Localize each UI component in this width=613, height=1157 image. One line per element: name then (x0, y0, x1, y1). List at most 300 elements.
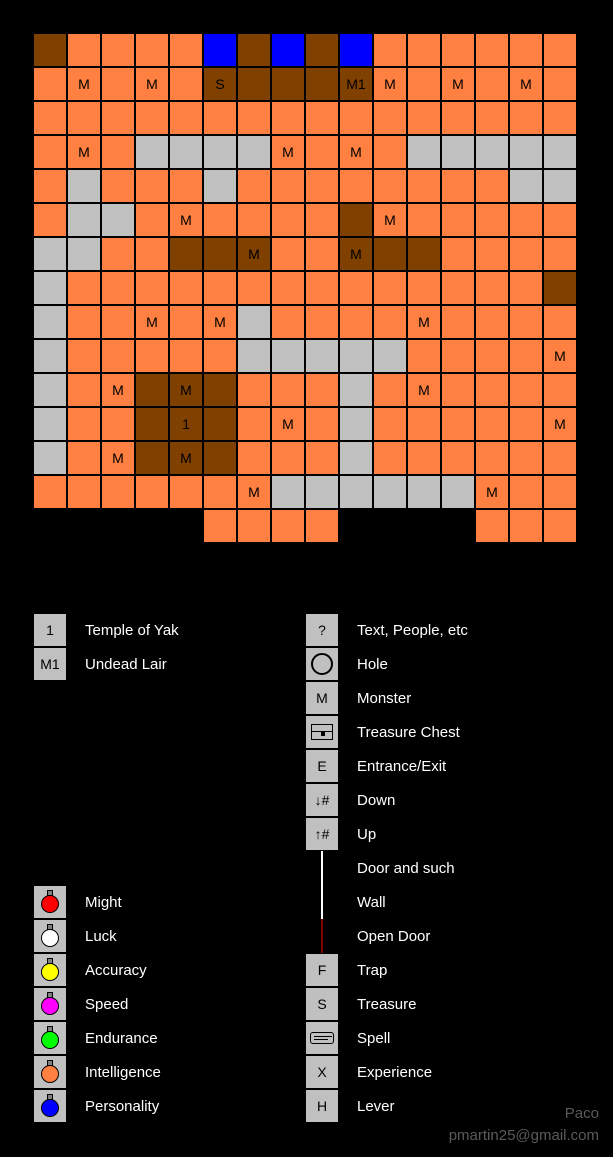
map-cell (135, 407, 169, 441)
map-cell (305, 407, 339, 441)
map-cell (441, 475, 475, 509)
map-cell: M (101, 441, 135, 475)
map-cell (305, 373, 339, 407)
map-cell (441, 237, 475, 271)
map-cell (135, 135, 169, 169)
map-cell (373, 509, 407, 543)
wall-icon (305, 885, 339, 919)
treasure-chest-icon (305, 715, 339, 749)
map-cell: M1 (339, 67, 373, 101)
map-cell (407, 509, 441, 543)
map-cell (475, 101, 509, 135)
map-cell (509, 135, 543, 169)
map-cell (135, 441, 169, 475)
map-cell (67, 441, 101, 475)
map-cell (67, 339, 101, 373)
legend-stat-row (33, 1021, 161, 1055)
map-cell (101, 305, 135, 339)
map-cell (339, 475, 373, 509)
legend-symbol-label: Treasure Chest (357, 723, 460, 741)
map-cell (271, 305, 305, 339)
trap-icon: F (305, 953, 339, 987)
lever-icon: H (305, 1089, 339, 1123)
map-cell (441, 407, 475, 441)
legend-symbol-label: Lever (357, 1097, 395, 1115)
map-cell (33, 237, 67, 271)
map-cell (169, 237, 203, 271)
map-cell (339, 169, 373, 203)
map-cell (373, 305, 407, 339)
legend-symbol-label: Treasure (357, 995, 417, 1013)
treasure-chest-icon (311, 724, 333, 740)
legend-symbol-label: Trap (357, 961, 388, 979)
map-cell: S (203, 67, 237, 101)
map-cell (407, 441, 441, 475)
legend-stat-row (33, 919, 161, 953)
map-cell (305, 135, 339, 169)
map-cell (543, 135, 577, 169)
down-icon: ↓# (305, 783, 339, 817)
map-cell (509, 305, 543, 339)
map-cell: M (339, 237, 373, 271)
hole-icon (305, 647, 339, 681)
legend-symbol-row (305, 817, 468, 851)
map-cell (543, 101, 577, 135)
map-cell (339, 101, 373, 135)
map-cell: M (101, 373, 135, 407)
map-cell (543, 271, 577, 305)
map-cell (509, 441, 543, 475)
map-cell (407, 339, 441, 373)
map-cell: M (237, 475, 271, 509)
open-door-icon (305, 919, 339, 953)
map-cell (475, 305, 509, 339)
map-cell: M (339, 135, 373, 169)
map-cell (33, 407, 67, 441)
spell-scroll-icon (305, 1021, 339, 1055)
legend-symbol-label: Up (357, 825, 377, 843)
map-cell (305, 169, 339, 203)
map-cell (271, 33, 305, 67)
map-cell (441, 203, 475, 237)
map-cell (509, 237, 543, 271)
legend-stat-label: Speed (85, 995, 129, 1013)
map-cell (543, 305, 577, 339)
map-cell (203, 475, 237, 509)
map-cell (237, 203, 271, 237)
map-cell (475, 169, 509, 203)
spell-scroll-icon (310, 1032, 334, 1044)
legend-stat-row (33, 987, 161, 1021)
map-cell (441, 509, 475, 543)
map-cell: M (169, 203, 203, 237)
legend-symbol-label: Door and such (357, 859, 455, 877)
map-row (33, 339, 577, 373)
map-cell (373, 169, 407, 203)
legend-symbol-row (305, 1021, 468, 1055)
map-cell (407, 101, 441, 135)
legend-place-row (33, 647, 179, 681)
map-cell (373, 475, 407, 509)
map-cell (339, 271, 373, 305)
map-cell (237, 271, 271, 305)
map-row (33, 67, 577, 101)
map-cell: M (203, 305, 237, 339)
map-cell (169, 33, 203, 67)
map-cell (237, 169, 271, 203)
map-cell (339, 373, 373, 407)
map-cell (67, 237, 101, 271)
map-cell (271, 339, 305, 373)
map-cell (203, 339, 237, 373)
map-cell (237, 101, 271, 135)
map-cell (373, 237, 407, 271)
map-cell (509, 203, 543, 237)
map-cell (475, 135, 509, 169)
map-cell (67, 203, 101, 237)
map-row (33, 509, 577, 543)
map-cell (33, 509, 67, 543)
map-cell (237, 67, 271, 101)
map-cell (305, 305, 339, 339)
map-cell (373, 135, 407, 169)
legend-place-label: Undead Lair (85, 655, 167, 673)
map-cell (101, 271, 135, 305)
map-cell (101, 509, 135, 543)
map-cell (169, 305, 203, 339)
legend-stat-row (33, 953, 161, 987)
potion-icon (33, 1021, 67, 1055)
map-cell (101, 407, 135, 441)
entrance-exit-icon: E (305, 749, 339, 783)
map-cell: M (407, 373, 441, 407)
map-cell (305, 203, 339, 237)
legend-place-row (33, 613, 179, 647)
legend-symbol-row (305, 715, 468, 749)
map-cell (373, 441, 407, 475)
map-cell (305, 441, 339, 475)
map-cell (339, 509, 373, 543)
monster-icon: M (305, 681, 339, 715)
map-cell (441, 271, 475, 305)
map-cell (373, 101, 407, 135)
map-cell (305, 101, 339, 135)
map-cell (169, 271, 203, 305)
map-cell (33, 33, 67, 67)
map-cell (101, 67, 135, 101)
legend-place-symbol: M1 (33, 647, 67, 681)
potion-icon (33, 1089, 67, 1123)
map-cell (407, 475, 441, 509)
signature (449, 1103, 599, 1147)
map-cell: M (169, 441, 203, 475)
map-cell (33, 373, 67, 407)
map-cell (203, 237, 237, 271)
map-cell (305, 271, 339, 305)
map-cell (101, 203, 135, 237)
map-cell (101, 475, 135, 509)
map-cell: M (67, 67, 101, 101)
legend-symbol-label: Down (357, 791, 396, 809)
map-cell: M (271, 407, 305, 441)
map-cell (237, 135, 271, 169)
legend-symbol-label: Wall (357, 893, 386, 911)
map-cell (135, 271, 169, 305)
map-cell (169, 169, 203, 203)
map-row (33, 101, 577, 135)
map-cell (135, 237, 169, 271)
potion-icon (33, 987, 67, 1021)
map-cell (373, 271, 407, 305)
map-cell (441, 135, 475, 169)
potion-icon (33, 885, 67, 919)
map-row (33, 475, 577, 509)
map-cell (271, 271, 305, 305)
map-cell: M (373, 67, 407, 101)
wall-icon (321, 885, 323, 919)
legend-symbol-row (305, 1055, 468, 1089)
map-cell: M (169, 373, 203, 407)
map-cell (135, 33, 169, 67)
map-cell (373, 33, 407, 67)
map-cell: M (135, 305, 169, 339)
map-cell (339, 441, 373, 475)
map-row (33, 407, 577, 441)
map-cell (339, 339, 373, 373)
map-cell (509, 407, 543, 441)
map-cell (67, 169, 101, 203)
legend-symbol-row (305, 681, 468, 715)
map-cell (407, 237, 441, 271)
map-cell (475, 441, 509, 475)
map-cell (407, 407, 441, 441)
map-cell (271, 441, 305, 475)
map-cell: M (543, 407, 577, 441)
map-cell (271, 373, 305, 407)
legend-stat-label: Might (85, 893, 122, 911)
map-cell (441, 441, 475, 475)
map-cell (475, 373, 509, 407)
map-cell (135, 509, 169, 543)
map-row (33, 237, 577, 271)
map-cell (543, 441, 577, 475)
map-cell (271, 101, 305, 135)
map-cell (509, 475, 543, 509)
legend-symbol-row (305, 783, 468, 817)
legend-stat-label: Personality (85, 1097, 160, 1115)
legend-symbol-label: Experience (357, 1063, 433, 1081)
legend-symbol-label: Text, People, etc (357, 621, 468, 639)
map-cell (33, 203, 67, 237)
map-cell (339, 305, 373, 339)
map-cell (441, 339, 475, 373)
door-icon (305, 851, 339, 885)
map-cell (237, 407, 271, 441)
map-row (33, 373, 577, 407)
map-cell (237, 305, 271, 339)
map-cell (271, 509, 305, 543)
potion-icon (33, 919, 67, 953)
legend-stat-row (33, 1055, 161, 1089)
map-cell (475, 203, 509, 237)
map-cell (543, 237, 577, 271)
map-cell: 1 (169, 407, 203, 441)
map-cell (203, 135, 237, 169)
map-cell (101, 33, 135, 67)
map-cell (101, 101, 135, 135)
map-cell (475, 237, 509, 271)
map-cell (441, 305, 475, 339)
map-cell (339, 33, 373, 67)
map-cell: M (135, 67, 169, 101)
map-cell (339, 407, 373, 441)
legend-symbol-row (305, 613, 468, 647)
map-cell (305, 33, 339, 67)
map-cell (271, 203, 305, 237)
map-cell: M (475, 475, 509, 509)
map-cell (101, 237, 135, 271)
map-cell (203, 373, 237, 407)
question-icon: ? (305, 613, 339, 647)
map-cell (475, 407, 509, 441)
legend-stat-label: Endurance (85, 1029, 158, 1047)
map-cell (339, 203, 373, 237)
experience-icon: X (305, 1055, 339, 1089)
map-cell (475, 339, 509, 373)
legend-symbol-label: Spell (357, 1029, 391, 1047)
map-cell (407, 33, 441, 67)
legend-stat-label: Intelligence (85, 1063, 161, 1081)
map-cell (33, 101, 67, 135)
map-cell (203, 407, 237, 441)
map-row (33, 203, 577, 237)
map-cell: M (407, 305, 441, 339)
map-cell (67, 271, 101, 305)
map-cell (441, 33, 475, 67)
map-cell (441, 169, 475, 203)
map-cell (67, 305, 101, 339)
map-cell (101, 135, 135, 169)
treasure-icon: S (305, 987, 339, 1021)
map-cell (169, 135, 203, 169)
map-cell: M (237, 237, 271, 271)
map-row (33, 169, 577, 203)
map-cell (203, 169, 237, 203)
map-cell (67, 407, 101, 441)
map-cell (169, 101, 203, 135)
legend-symbol-row (305, 647, 468, 681)
map-cell (135, 339, 169, 373)
map-cell (33, 305, 67, 339)
map-cell: M (373, 203, 407, 237)
map-cell (509, 33, 543, 67)
map-cell (67, 33, 101, 67)
map-cell (271, 237, 305, 271)
map-cell (373, 339, 407, 373)
map-cell (543, 475, 577, 509)
potion-icon (33, 953, 67, 987)
map-cell (543, 169, 577, 203)
map-cell (33, 475, 67, 509)
map-cell (33, 339, 67, 373)
map-cell (237, 33, 271, 67)
map-cell (407, 271, 441, 305)
map-cell (33, 169, 67, 203)
map-cell (305, 475, 339, 509)
map-cell: M (271, 135, 305, 169)
open-door-icon (321, 919, 323, 953)
map-cell: M (67, 135, 101, 169)
signature-name: Paco (564, 1105, 599, 1122)
map-cell (407, 203, 441, 237)
map-row (33, 135, 577, 169)
map-cell (237, 441, 271, 475)
map-row (33, 441, 577, 475)
map-cell (509, 169, 543, 203)
map-cell (203, 509, 237, 543)
map-cell (237, 509, 271, 543)
legend-symbol-row (305, 749, 468, 783)
potion-icon (33, 1055, 67, 1089)
map-cell: M (509, 67, 543, 101)
legend-symbol-label: Monster (357, 689, 412, 707)
door-icon (321, 851, 323, 885)
map-row (33, 271, 577, 305)
map-cell (509, 339, 543, 373)
map-cell (203, 441, 237, 475)
map-cell (135, 475, 169, 509)
legend-symbol-row (305, 987, 468, 1021)
map-cell (543, 67, 577, 101)
map-cell (169, 509, 203, 543)
map-cell (305, 339, 339, 373)
legend-stat-row (33, 885, 161, 919)
map-cell (509, 271, 543, 305)
map-row (33, 33, 577, 67)
map-cell (67, 475, 101, 509)
map-cell (203, 101, 237, 135)
map-cell (271, 169, 305, 203)
map-cell (203, 33, 237, 67)
legend-symbol-row (305, 851, 468, 885)
map-cell (101, 339, 135, 373)
map-cell (475, 271, 509, 305)
map-cell (441, 101, 475, 135)
legend-symbols (305, 613, 468, 1123)
legend-stat-label: Luck (85, 927, 117, 945)
legend-symbol-row (305, 953, 468, 987)
map-cell (475, 509, 509, 543)
map-cell (169, 339, 203, 373)
legend-symbol-label: Entrance/Exit (357, 757, 447, 775)
map-cell (271, 67, 305, 101)
map-cell (373, 407, 407, 441)
map-cell (33, 271, 67, 305)
map-cell (407, 169, 441, 203)
map-cell (33, 441, 67, 475)
map-cell (271, 475, 305, 509)
map-cell (33, 135, 67, 169)
map-cell (475, 67, 509, 101)
map-cell (33, 67, 67, 101)
legend-symbol-label: Hole (357, 655, 388, 673)
map-cell (237, 339, 271, 373)
map-cell (305, 509, 339, 543)
map-cell (509, 373, 543, 407)
map-cell (203, 203, 237, 237)
map-cell (543, 203, 577, 237)
signature-email: pmartin25@gmail.com (448, 1127, 599, 1144)
